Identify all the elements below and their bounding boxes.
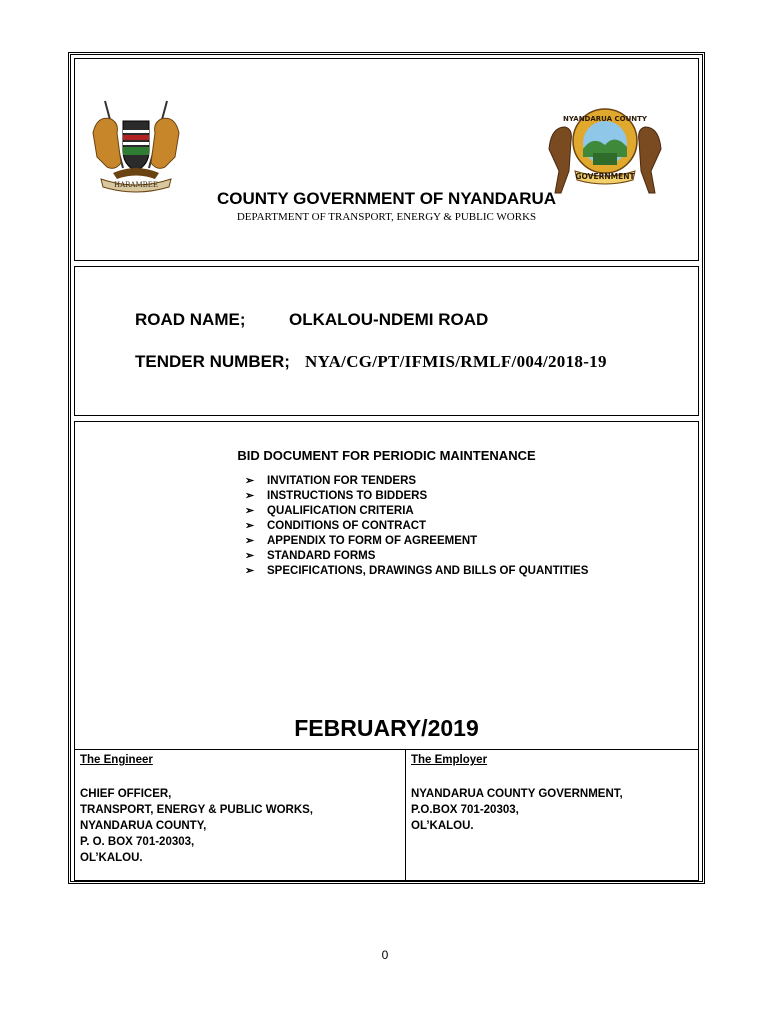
list-item-label: SPECIFICATIONS, DRAWINGS AND BILLS OF QUANTITIES [267, 565, 589, 577]
address-line: P. O. BOX 701-20303, [80, 836, 195, 848]
list-item-label: APPENDIX TO FORM OF AGREEMENT [267, 535, 478, 547]
county-title: COUNTY GOVERNMENT OF NYANDARUA [216, 189, 557, 208]
road-name-label: ROAD NAME; [135, 310, 246, 329]
arrow-bullet-icon: ➢ [245, 520, 255, 532]
employer-heading: The Employer [411, 754, 488, 766]
list-item [245, 474, 588, 489]
arrow-bullet-icon: ➢ [245, 565, 255, 577]
address-line: OL’KALOU. [411, 820, 474, 832]
list-item-label: INVITATION FOR TENDERS [267, 475, 417, 487]
arrow-bullet-icon: ➢ [245, 490, 255, 502]
cover-frame [68, 52, 705, 884]
engineer-heading: The Engineer [80, 754, 153, 766]
engineer-column [75, 750, 406, 880]
arrow-bullet-icon: ➢ [245, 550, 255, 562]
tender-number-value: NYA/CG/PT/IFMIS/RMLF/004/2018-19 [305, 352, 607, 371]
bid-document-section [74, 421, 699, 749]
address-line: OL’KALOU. [80, 852, 143, 864]
list-item [245, 489, 588, 504]
tender-info-section [74, 266, 699, 416]
address-line: CHIEF OFFICER, [80, 788, 172, 800]
address-line: NYANDARUA COUNTY, [80, 820, 207, 832]
list-item-label: QUALIFICATION CRITERIA [267, 505, 414, 517]
address-line: P.O.BOX 701-20303, [411, 804, 519, 816]
contents-list [245, 474, 588, 579]
employer-address [411, 786, 623, 834]
list-item [245, 549, 588, 564]
kenya-coat-of-arms-icon [83, 93, 189, 193]
address-line: TRANSPORT, ENERGY & PUBLIC WORKS, [80, 804, 313, 816]
engineer-address [80, 786, 313, 866]
page-number: 0 [381, 948, 389, 962]
list-item-label: STANDARD FORMS [267, 550, 376, 562]
list-item-label: INSTRUCTIONS TO BIDDERS [267, 490, 428, 502]
nyandarua-county-emblem-icon [543, 99, 667, 199]
emblem-top-text: NYANDARUA COUNTY [563, 115, 647, 123]
parties-section [74, 749, 699, 881]
document-date: FEBRUARY/2019 [294, 715, 479, 741]
employer-column [406, 750, 698, 880]
arrow-bullet-icon: ➢ [245, 505, 255, 517]
header-section [74, 58, 699, 261]
address-line: NYANDARUA COUNTY GOVERNMENT, [411, 788, 623, 800]
tender-number-label: TENDER NUMBER; [135, 352, 290, 371]
list-item-label: CONDITIONS OF CONTRACT [267, 520, 427, 532]
emblem-bottom-text: GOVERNMENT [575, 172, 635, 181]
list-item [245, 564, 588, 579]
list-item [245, 504, 588, 519]
department-subtitle: DEPARTMENT OF TRANSPORT, ENERGY & PUBLIC WORKS [236, 211, 537, 223]
list-item [245, 534, 588, 549]
bid-document-title: BID DOCUMENT FOR PERIODIC MAINTENANCE [237, 448, 536, 463]
arrow-bullet-icon: ➢ [245, 535, 255, 547]
list-item [245, 519, 588, 534]
arrow-bullet-icon: ➢ [245, 475, 255, 487]
road-name-value: OLKALOU-NDEMI ROAD [289, 310, 489, 329]
motto-text: HARAMBEE [113, 181, 159, 189]
